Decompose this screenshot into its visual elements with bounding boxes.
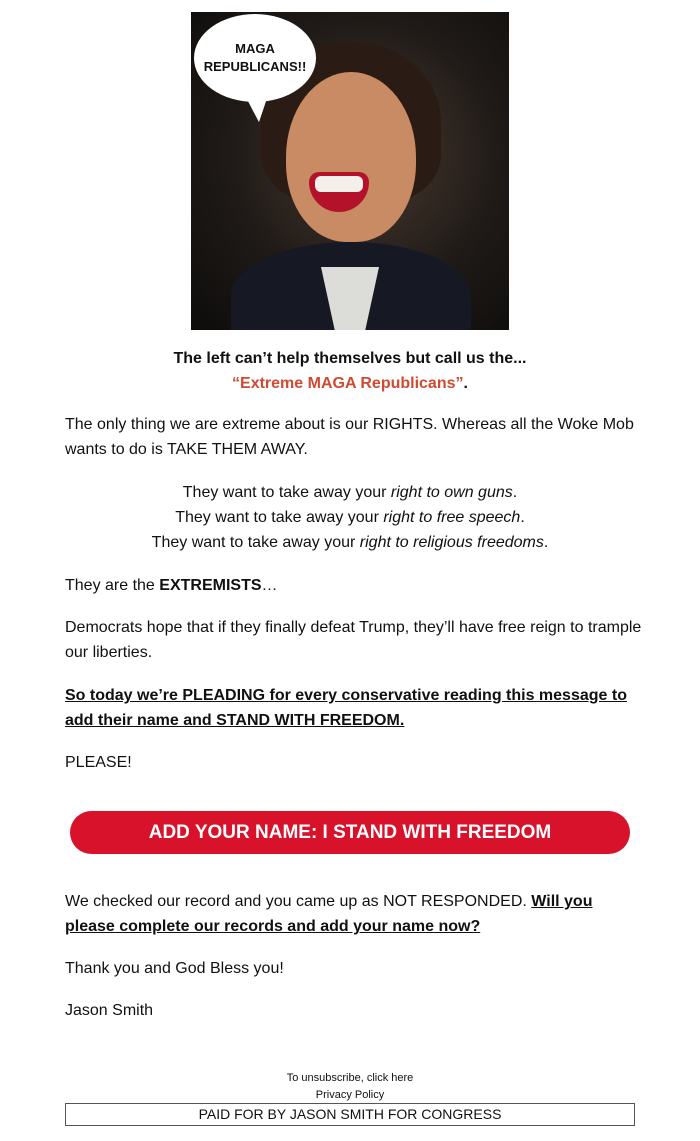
headline-line1: The left can’t help themselves but call us the...	[173, 350, 527, 367]
paid-for-disclaimer: PAID FOR BY JASON SMITH FOR CONGRESS	[65, 1103, 635, 1126]
privacy-policy-link[interactable]: Privacy Policy	[315, 1089, 385, 1101]
headline	[0, 346, 700, 396]
rights-list	[0, 480, 700, 555]
pleading-link[interactable]: So today we’re PLEADING for every conservative reading this message to add their name and STAND WITH FREEDOM.	[65, 687, 627, 729]
rights-item-prefix: They want to take away your	[175, 509, 384, 526]
rights-item-suffix: .	[543, 534, 549, 551]
rights-item-suffix: .	[512, 484, 518, 501]
complete-records-link[interactable]: Will you please complete our records and add your name now?	[65, 893, 593, 935]
unsubscribe-link[interactable]: To unsubscribe, click here	[286, 1072, 414, 1084]
unsubscribe-line	[0, 1070, 700, 1086]
add-your-name-button[interactable]: ADD YOUR NAME: I STAND WITH FREEDOM	[70, 811, 630, 854]
paragraph-thanks: Thank you and God Bless you!	[65, 960, 284, 977]
headline-highlight: “Extreme MAGA Republicans”	[232, 375, 464, 392]
speech-bubble-line1: MAGA	[235, 41, 275, 56]
hero-image	[191, 12, 509, 330]
privacy-line	[0, 1087, 700, 1103]
records-text: We checked our record and you came up as NOT RESPONDED.	[65, 893, 532, 910]
signature: Jason Smith	[65, 1002, 154, 1019]
rights-item-emphasis: right to free speech	[383, 509, 521, 526]
paragraph-please: PLEASE!	[65, 754, 132, 771]
rights-list-item	[0, 530, 700, 555]
rights-item-prefix: They want to take away your	[182, 484, 391, 501]
paragraph-democrats: Democrats hope that if they finally defeat Trump, they’ll have free reign to trample our liberties.	[65, 619, 642, 661]
paragraph-records	[65, 889, 645, 939]
headline-line2	[0, 371, 700, 396]
hero-face	[286, 72, 416, 242]
headline-punct: .	[463, 375, 468, 392]
rights-item-emphasis: right to religious freedoms	[359, 534, 544, 551]
hero-teeth	[315, 176, 363, 192]
extremists-suffix: …	[261, 577, 278, 594]
rights-item-emphasis: right to own guns	[390, 484, 513, 501]
extremists-prefix: They are the	[65, 577, 160, 594]
extremists-bold: EXTREMISTS	[159, 577, 262, 594]
speech-bubble	[194, 14, 316, 102]
paragraph-extremists	[65, 573, 645, 598]
rights-list-item	[0, 505, 700, 530]
rights-item-prefix: They want to take away your	[151, 534, 360, 551]
speech-bubble-line2: REPUBLICANS!!	[203, 59, 307, 74]
paragraph-rights: The only thing we are extreme about is our RIGHTS. Whereas all the Woke Mob wants to do is TAKE THEM AWAY.	[65, 416, 634, 458]
rights-list-item	[0, 480, 700, 505]
rights-item-suffix: .	[520, 509, 525, 526]
